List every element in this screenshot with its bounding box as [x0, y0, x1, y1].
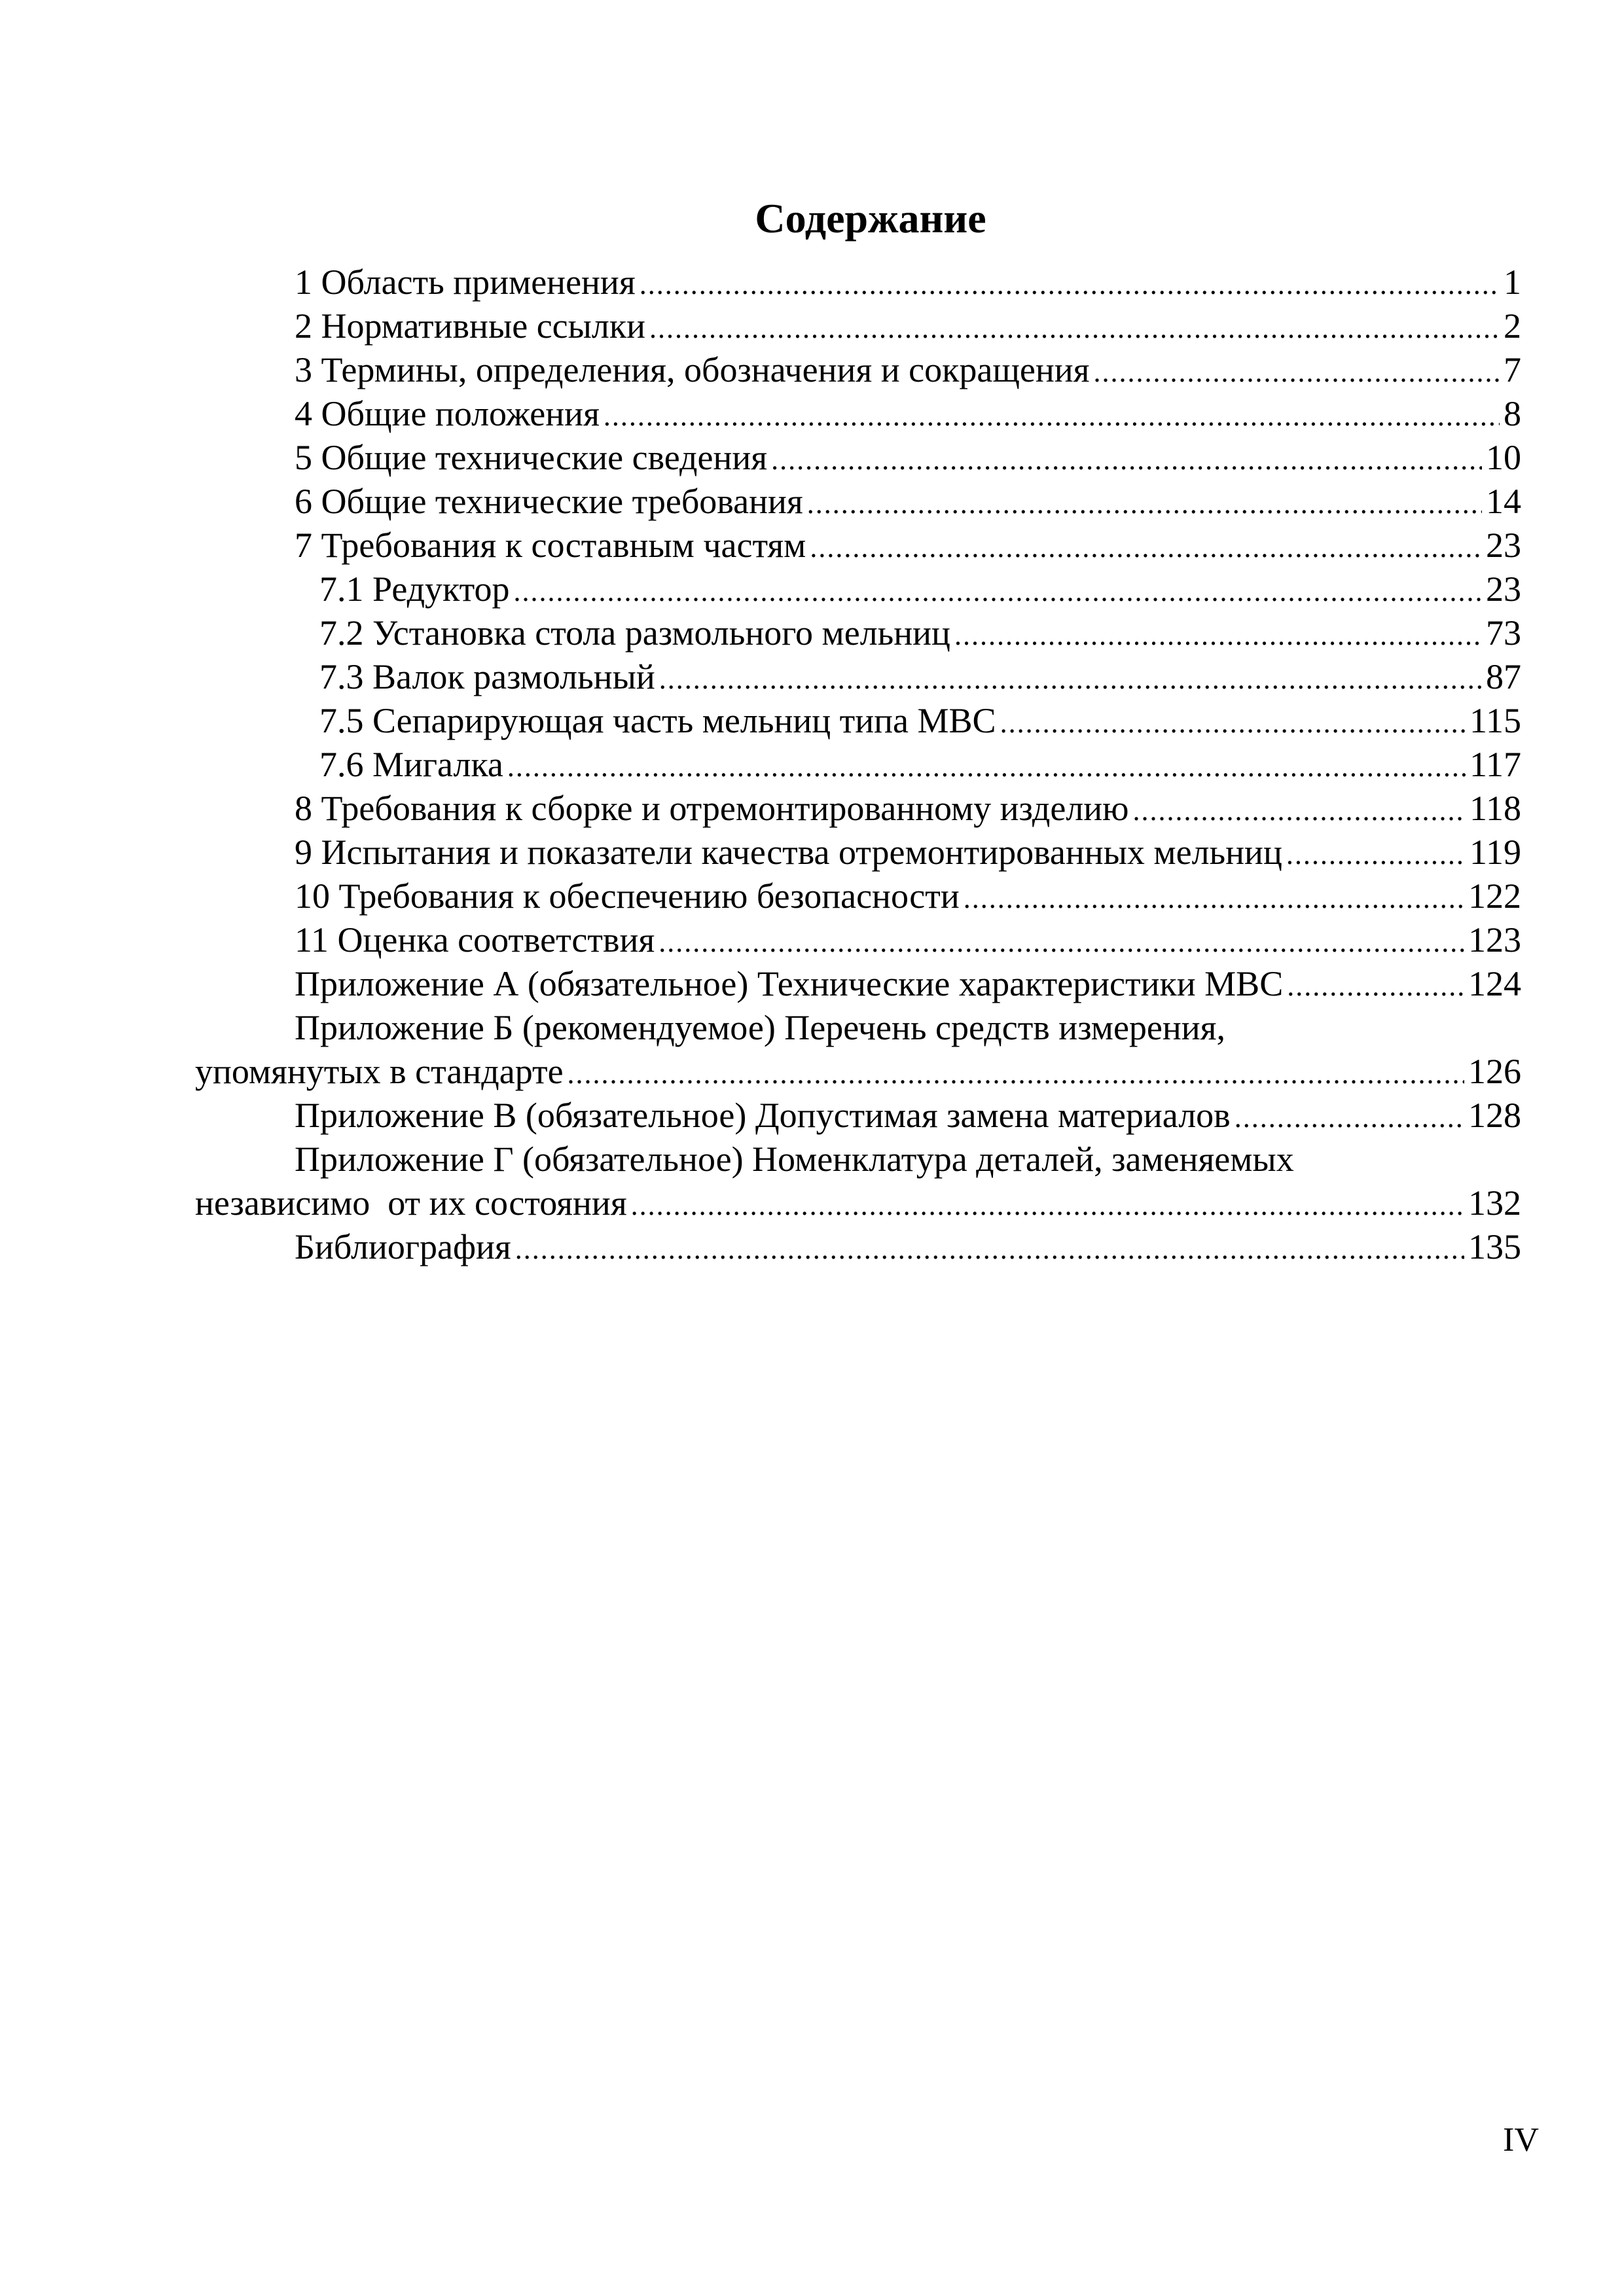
toc-item-label: упомянутых в стандарте: [195, 1052, 564, 1091]
toc-item-9[interactable]: [195, 831, 1521, 874]
toc-page-number: 132: [1468, 1183, 1521, 1223]
toc-page-number: 10: [1486, 438, 1521, 477]
toc-item-label: 7.3 Валок размольный: [319, 657, 655, 696]
toc-item-7-2[interactable]: [195, 611, 1521, 655]
toc-item-label: 7.2 Установка стола размольного мельниц: [319, 613, 950, 653]
toc-item-label: 7 Требования к составным частям: [295, 526, 806, 565]
toc-item-appendix-v[interactable]: [195, 1094, 1521, 1138]
toc-item-1[interactable]: [195, 260, 1521, 304]
toc-item-2[interactable]: [195, 304, 1521, 348]
toc-item-11[interactable]: [195, 918, 1521, 962]
toc-item-bibliography[interactable]: [195, 1225, 1521, 1269]
toc-leader-dots: [771, 436, 1482, 482]
toc-page-number: 128: [1468, 1096, 1521, 1135]
toc-leader-dots: [659, 918, 1464, 964]
toc-item-label: независимо от их состояния: [195, 1183, 627, 1223]
toc-item-label: 7.6 Мигалка: [319, 745, 503, 784]
toc-leader-dots: [649, 304, 1500, 350]
toc-item-10[interactable]: [195, 874, 1521, 918]
toc-page-number: 123: [1468, 920, 1521, 960]
toc-item-8[interactable]: [195, 787, 1521, 831]
toc-page-number: 7: [1504, 350, 1521, 389]
toc-item-label: 10 Требования к обеспечению безопасности: [295, 876, 960, 916]
toc-leader-dots: [964, 874, 1464, 920]
toc-leader-dots: [631, 1181, 1464, 1227]
toc-leader-dots: [604, 392, 1500, 438]
toc-page-number: 1: [1504, 262, 1521, 302]
toc-item-5[interactable]: [195, 436, 1521, 480]
toc-item-7-3[interactable]: [195, 655, 1521, 699]
toc-item-appendix-a[interactable]: [195, 962, 1521, 1006]
toc-item-label: 7.5 Сепарирующая часть мельниц типа МВС: [319, 701, 996, 740]
toc-page-number: 124: [1468, 964, 1521, 1003]
toc-leader-dots: [954, 611, 1482, 657]
toc-page-number: 73: [1486, 613, 1521, 653]
toc-leader-dots: [807, 480, 1482, 526]
page-title: Содержание: [755, 195, 986, 242]
page-number: IV: [1503, 2121, 1539, 2159]
toc-item-appendix-b-first-line[interactable]: Приложение Б (рекомендуемое) Перечень средств измерения,: [295, 1008, 1226, 1047]
toc-leader-dots: [1094, 348, 1500, 394]
toc-item-label: 8 Требования к сборке и отремонтированному изделию: [295, 789, 1129, 828]
toc-leader-dots: [1287, 962, 1464, 1008]
toc-item-4[interactable]: [195, 392, 1521, 436]
toc-leader-dots: [1000, 699, 1466, 745]
toc-leader-dots: [1286, 831, 1466, 876]
toc-page-number: 2: [1504, 306, 1521, 346]
toc-page-number: 126: [1468, 1052, 1521, 1091]
toc-item-7-6[interactable]: [195, 743, 1521, 787]
toc-page-number: 117: [1470, 745, 1521, 784]
toc-item-label: 6 Общие технические требования: [295, 482, 803, 521]
toc-item-label: Библиография: [295, 1227, 511, 1266]
toc-page-number: 115: [1470, 701, 1521, 740]
toc-page-number: 23: [1486, 569, 1521, 609]
toc-item-7[interactable]: [195, 524, 1521, 567]
toc-page-number: 118: [1470, 789, 1521, 828]
toc-leader-dots: [1133, 787, 1466, 833]
toc-leader-dots: [640, 260, 1500, 306]
toc-page-number: 8: [1504, 394, 1521, 433]
toc-leader-dots: [1235, 1094, 1464, 1139]
toc-page-number: 122: [1468, 876, 1521, 916]
toc-item-label: 9 Испытания и показатели качества отремонтированных мельниц: [295, 833, 1282, 872]
toc-item-label: 5 Общие технические сведения: [295, 438, 768, 477]
toc-item-7-5[interactable]: [195, 699, 1521, 743]
toc-page-number: 119: [1470, 833, 1521, 872]
toc-leader-dots: [659, 655, 1482, 701]
toc-item-appendix-b[interactable]: [195, 1050, 1521, 1094]
toc-leader-dots: [810, 524, 1482, 569]
toc-item-label: 2 Нормативные ссылки: [295, 306, 645, 346]
toc-page-number: 14: [1486, 482, 1521, 521]
toc-item-label: 7.1 Редуктор: [319, 569, 510, 609]
toc-item-label: 1 Область применения: [295, 262, 636, 302]
toc-item-6[interactable]: [195, 480, 1521, 524]
table-of-contents: [195, 260, 1521, 1269]
toc-page-number: 87: [1486, 657, 1521, 696]
toc-page-number: 23: [1486, 526, 1521, 565]
toc-item-label: 3 Термины, определения, обозначения и сокращения: [295, 350, 1090, 389]
toc-leader-dots: [507, 743, 1466, 789]
toc-item-3[interactable]: [195, 348, 1521, 392]
toc-item-label: Приложение А (обязательное) Технические характеристики МВС: [295, 964, 1284, 1003]
toc-item-appendix-g-first-line[interactable]: Приложение Г (обязательное) Номенклатура деталей, заменяемых: [295, 1139, 1294, 1179]
toc-item-label: 11 Оценка соответствия: [295, 920, 655, 960]
toc-leader-dots: [513, 567, 1482, 613]
toc-item-label: 4 Общие положения: [295, 394, 600, 433]
toc-leader-dots: [515, 1225, 1464, 1271]
toc-item-appendix-g[interactable]: [195, 1181, 1521, 1225]
toc-item-label: Приложение В (обязательное) Допустимая замена материалов: [295, 1096, 1231, 1135]
toc-page-number: 135: [1468, 1227, 1521, 1266]
toc-item-7-1[interactable]: [195, 567, 1521, 611]
toc-leader-dots: [568, 1050, 1464, 1096]
